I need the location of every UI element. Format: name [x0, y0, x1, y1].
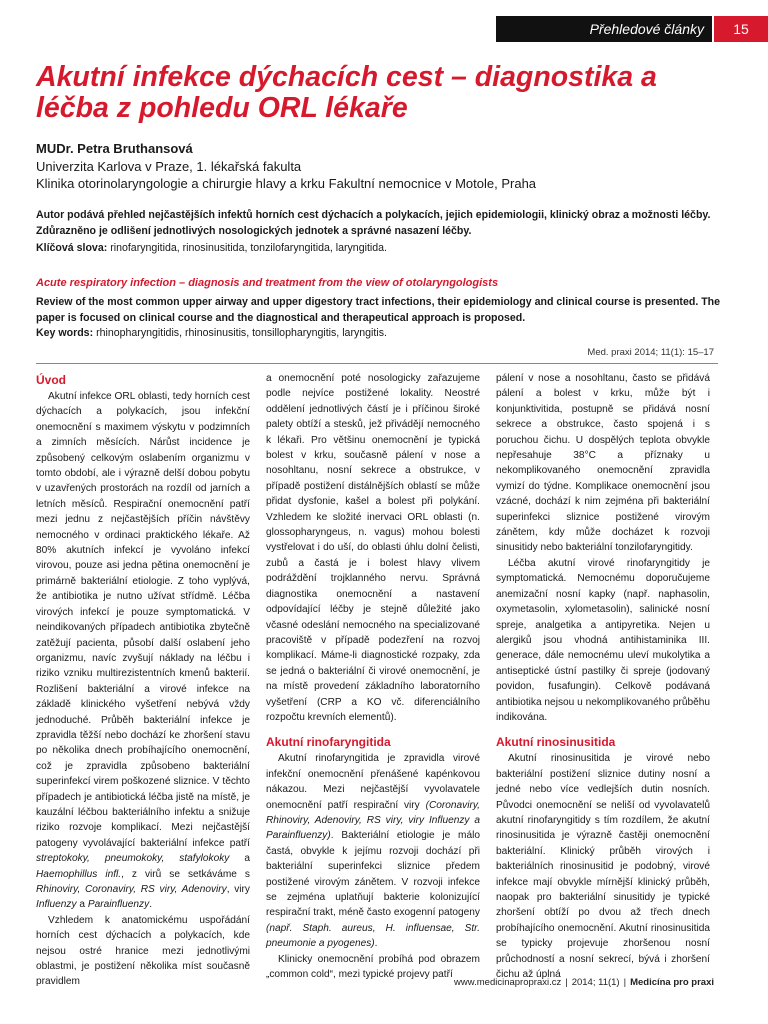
footer-separator: |: [565, 977, 568, 988]
abstract-cz: [36, 208, 736, 257]
keywords-cz-text: rinofaryngitida, rinosinusitida, tonzilofaryngitida, laryngitida.: [110, 242, 387, 254]
article-title: Akutní infekce dýchacích cest – diagnostika a léčba z pohledu ORL lékaře: [36, 61, 657, 124]
citation: Med. praxi 2014; 11(1): 15–17: [587, 347, 714, 358]
keywords-cz-label: Klíčová slova:: [36, 242, 108, 254]
paragraph: Akutní rinofaryngitida je zpravidla virové infekční onemocnění přenášené kapénkovou nákazou. Mezi nejčastější vyvolavatele onemocnění patří respirační viry (Coronaviry, Rhinoviry, Adenoviry, RS viry, viry Influenzy a Parainfluenzy). Bakteriální etiologie je málo častá, obvykle k jejímu rozvoji dochází při bakteriální superinfekci sliznice předem postižené virovým zánětem. V rozvoji infekce se zejména uplatňují bakterie kolonizující respirační trakt, méně často exogenní patogeny (např. Staph. aureus, H. influensae, Str. pneumonie a pyogenes).: [266, 753, 480, 950]
footer-url[interactable]: www.medicinapropraxi.cz: [454, 977, 562, 988]
section-heading-rinofaryngitida: Akutní rinofaryngitida: [266, 735, 391, 750]
paragraph: Klinicky onemocnění probíhá pod obrazem „common cold“, mezi typické projevy patří: [266, 953, 480, 981]
page-number: 15: [714, 16, 768, 42]
page-footer: [36, 977, 714, 988]
abstract-en-text: Review of the most common upper airway and upper digestory tract infections, their epidemiology and clinical course is presented. The paper is focused on clinical course and the diagnostical and therapeutical approach is proposed.: [36, 296, 721, 324]
affiliation-university: Univerzita Karlova v Praze, 1. lékařská fakulta: [36, 158, 302, 174]
paragraph: pálení v nose a nosohltanu, často se přidává pálení a bolest v krku, může být i konjunktivitida, postupně se přidává nosní sekrece a obstrukce, často spojená i s poruchou čichu. U dospělých teplota obvykle nepřesahuje 38°C a příznaky u nekomplikovaného onemocnění zpravidla vymizí do týdne. Komplikace onemocnění jsou vzácné, dochází k nim zejména při bakteriální superinfekci sliznice postižené virovým zánětem, kdy může docházet k rozvoji sinusitidy nebo bakteriální tonzilofaryngitidy.: [496, 373, 710, 554]
column-1: [36, 371, 250, 990]
keywords-en-text: rhinopharyngitidis, rhinosinusitis, tonsillopharyngitis, laryngitis.: [96, 327, 387, 339]
author-block: [36, 140, 736, 193]
footer-issue: 2014; 11(1): [571, 977, 620, 988]
column-2: [266, 371, 480, 982]
author-name: MUDr. Petra Bruthansová: [36, 141, 193, 156]
section-label: Přehledové články: [496, 16, 712, 42]
section-heading-rinosinusitida: Akutní rinosinusitida: [496, 735, 616, 750]
abstract-cz-text: Autor podává přehled nejčastějších infektů horních cest dýchacích a polykacích, jejich epidemiologii, klinický obraz a možnosti léčby. Zdůrazněno je odlišení jednotlivých nosologických jednotek a správné nasazení léčby.: [36, 209, 711, 237]
paragraph: Akutní rinosinusitida je virové nebo bakteriální postižení sliznice dutiny nosní a jedné nebo více vedlejších dutin nosních. Původci onemocnění se neliší od vyvolavatelů akutní rinofaryngitidy s tím rozdílem, že akutní rinosinusitida je výrazně častěji onemocnění bakteriální. Klinický průběh virových i bakteriálních rinosinusitid je podobný, virové infekce mají obvykle mírnější klinický průběh, naopak pro bakteriální sinusitidy je typické zhoršení obtíží po dvou až třech dnech probíhajícího onemocnění. Akutní rinosinusitida se typicky projevuje zhoršenou nosní průchodností a nosní sekrecí, bývá i zhoršení čichu až úplná: [496, 753, 710, 981]
english-title: Acute respiratory infection – diagnosis and treatment from the view of otolaryngologists: [36, 277, 499, 289]
abstract-en: [36, 295, 736, 342]
keywords-en: [36, 326, 736, 342]
divider: [36, 363, 718, 364]
column-3: [496, 371, 710, 982]
paragraph: Léčba akutní virové rinofaryngitidy je symptomatická. Nemocnému doporučujeme anemizační nosní kapky (např. naphasolin, oxymetasolin, xylometasolin), salinické nosní spreje, analgetika a antipyretika. Nejen u alergiků jsou vhodná antihistaminika III. generace, dále nemocnému uleví mukolytika a antiseptické ústní pastilky či spreje (jodovaný povidon, fusafungin). Celkově podávaná antibiotika nejsou u nekomplikovaného průběhu indikována.: [496, 557, 710, 723]
keywords-en-label: Key words:: [36, 327, 94, 339]
keywords-cz: [36, 241, 736, 257]
paragraph: a onemocnění poté nosologicky zařazujeme podle nejvíce postižené lokality. Neostré oddělení jednotlivých částí je i příčinou široké palety obtíží a stesků, jež přivádějí nemocného k lékaři. Pro většinu onemocnění je typická bolest v krku, současně pálení v nose a nosohltanu, nosní sekrece a obstrukce, v případě postižení distálnějších oblastí se může přidat dysfonie, kašel a bolest při polykání. Vzhledem ke složité inervaci ORL oblasti (n. glossopharyngeus, n. vagus) mohou bolesti vystřelovat i do uší, do oblasti úhlu dolní čelisti, zubů a častá je i bolest hlavy vlivem podráždění trojklanného nervu. Správná diagnostika onemocnění a nastavení odpovídající léčby je stejně důležité jako včasné odeslání nemocného na specializované pracoviště v případě podezření na rozvoj komplikací. Máme-li diagnostické rozpaky, zda se jedná o bakteriální či virové onemocnění, je na místě provedení základního laboratorního vyšetření (CRP a KO vč. diferenciálního rozpočtu krevních elementů).: [266, 373, 480, 723]
paragraph: Vzhledem k anatomickému uspořádání horních cest dýchacích a polykacích, kde nejsou ostré hranice mezi jednotlivými oblastmi, je postižení několika míst současně pravidlem: [36, 914, 250, 988]
paragraph: Akutní infekce ORL oblasti, tedy horních cest dýchacích a polykacích, jsou infekční onemocnění s maximem výskytu v podzimních a zimních měsících. Nárůst incidence je způsobený celkovým oslabením organizmu v tomto období, ale i výrazně delší dobou pobytu v uzavřených prostorách na rozdíl od jarních a letních měsíců. Respirační onemocnění patří mezi jednu z nejčastějších příčin návštěvy nemocného v ordinaci praktického lékaře. Až 80% akutních infekcí je vyvoláno infekcí virovou, pouze asi jedna pětina onemocnění je primárně bakteriální etiologie. Z toho vyplývá, že antibiotika je nutno užívat střídmě. Léčba virových infekcí je pouze symptomatická. V neindikovaných případech antibiotika zbytečně zatěžují pacienta, působí další oslabení jeho organizmu, navíc zvyšují náklady na léčbu i riziko vzniku multirezistentních kmenů bakterií. Rozlišení bakteriální a virové infekce na základě klinického vyšetření nebývá vždy jednoduché. Průběh bakteriální infekce je zpravidla těžší nebo dochází ke zhoršení stavu po několika dnech probíhajícího onemocnění, což je zpravidla způsobeno bakteriální superinfekcí virem poškozené sliznice. V těchto případech je antibiotická léčba jistě na místě, je kauzální léčbou bakteriálního infektu a snižuje riziko rozvoje komplikací. Mezi nejčastější patogeny vyvolávající bakteriální infekce patří streptokoky, pneumokoky, stafylokoky a Haemophillus infl., z virů se setkáváme s Rhinoviry, Coronaviry, RS viry, Adenoviry, viry Influenzy a Parainfluenzy.: [36, 391, 250, 911]
footer-journal: Medicína pro praxi: [630, 977, 714, 988]
footer-separator: |: [623, 977, 627, 988]
affiliation-clinic: Klinika otorinolaryngologie a chirurgie hlavy a krku Fakultní nemocnice v Motole, Praha: [36, 176, 537, 191]
section-heading-uvod: Úvod: [36, 373, 66, 387]
